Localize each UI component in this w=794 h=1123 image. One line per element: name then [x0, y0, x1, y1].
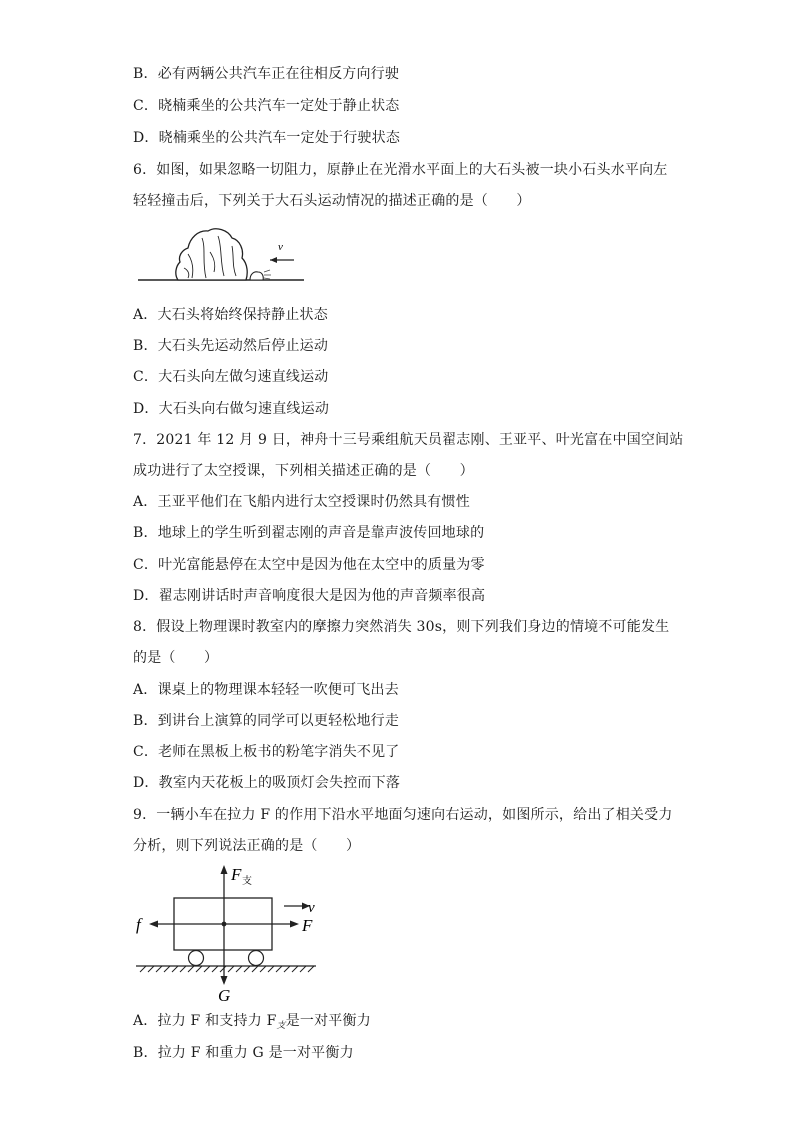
velocity-arrow-head	[270, 257, 277, 263]
support-force-subscript: 支	[242, 876, 252, 887]
support-force-arrowhead	[221, 865, 228, 874]
q9-option-a-text: A．拉力 F 和支持力 F	[133, 1013, 277, 1029]
friction-arrowhead	[149, 921, 158, 928]
q6-option-a: A．大石头将始终保持静止状态	[133, 307, 328, 323]
pull-force-label: F	[302, 916, 313, 935]
q9-figure-cart-forces	[132, 862, 322, 1004]
q6-option-c: C．大石头向左做匀速直线运动	[133, 369, 329, 385]
gravity-label: G	[218, 986, 231, 1004]
small-stone-shape	[250, 272, 263, 280]
q8-option-d: D．教室内天花板上的吸顶灯会失控而下落	[133, 775, 401, 791]
q9-option-b: B．拉力 F 和重力 G 是一对平衡力	[133, 1045, 354, 1061]
pull-force-arrowhead	[290, 921, 299, 928]
q6-figure-boulder	[136, 222, 306, 288]
q9-option-a-tail: 是一对平衡力	[285, 1013, 371, 1029]
q7-stem-line1: 7．2021 年 12 月 9 日，神舟十三号乘组航天员翟志刚、王亚平、叶光富在中国空间站	[133, 432, 684, 448]
q7-option-d: D．翟志刚讲话时声音响度很大是因为他的声音频率很高	[133, 588, 486, 604]
q6-option-d: D．大石头向右做匀速直线运动	[133, 401, 330, 417]
q6-stem-line2: 轻轻撞击后，下列关于大石头运动情况的描述正确的是（ ）	[133, 193, 531, 209]
q8-stem-line2: 的是（ ）	[133, 650, 219, 666]
q9-option-a	[133, 1011, 371, 1036]
q5-option-b: B．必有两辆公共汽车正在往相反方向行驶	[133, 66, 400, 82]
q7-option-a: A．王亚平他们在飞船内进行太空授课时仍然具有惯性	[133, 494, 470, 510]
q8-option-b: B．到讲台上演算的同学可以更轻松地行走	[133, 713, 400, 729]
support-force-label: F	[231, 865, 242, 884]
q8-option-a: A．课桌上的物理课本轻轻一吹便可飞出去	[133, 682, 399, 698]
q8-stem-line1: 8．假设上物理课时教室内的摩擦力突然消失 30s，则下列我们身边的情境不可能发生	[133, 619, 670, 635]
q7-stem-line2: 成功进行了太空授课，下列相关描述正确的是（ ）	[133, 463, 474, 479]
q7-option-c: C．叶光富能悬停在太空中是因为他在太空中的质量为零	[133, 557, 485, 573]
q6-stem-line1: 6．如图，如果忽略一切阻力，原静止在光滑水平面上的大石头被一块小石头水平向左	[133, 162, 668, 178]
friction-label: f	[136, 915, 141, 934]
ground-hatching	[140, 966, 314, 972]
q8-option-c: C．老师在黑板上板书的粉笔字消失不见了	[133, 744, 400, 760]
impact-lines	[264, 270, 271, 279]
cart-wheel-right	[249, 951, 264, 966]
q9-stem-line2: 分析，则下列说法正确的是（ ）	[133, 838, 361, 854]
cart-wheel-left	[189, 951, 204, 966]
q7-option-b: B．地球上的学生听到翟志刚的声音是靠声波传回地球的	[133, 525, 485, 541]
q9-option-a-subscript: 支	[276, 1021, 286, 1031]
q5-option-d: D．晓楠乘坐的公共汽车一定处于行驶状态	[133, 130, 401, 146]
velocity-label: v	[308, 900, 315, 916]
q9-stem-line1: 9．一辆小车在拉力 F 的作用下沿水平地面匀速向右运动，如图所示，给出了相关受力	[133, 807, 673, 823]
q6-option-b: B．大石头先运动然后停止运动	[133, 338, 329, 354]
velocity-label: v	[278, 241, 283, 253]
gravity-arrowhead	[221, 976, 228, 985]
q5-option-c: C．晓楠乘坐的公共汽车一定处于静止状态	[133, 98, 400, 114]
